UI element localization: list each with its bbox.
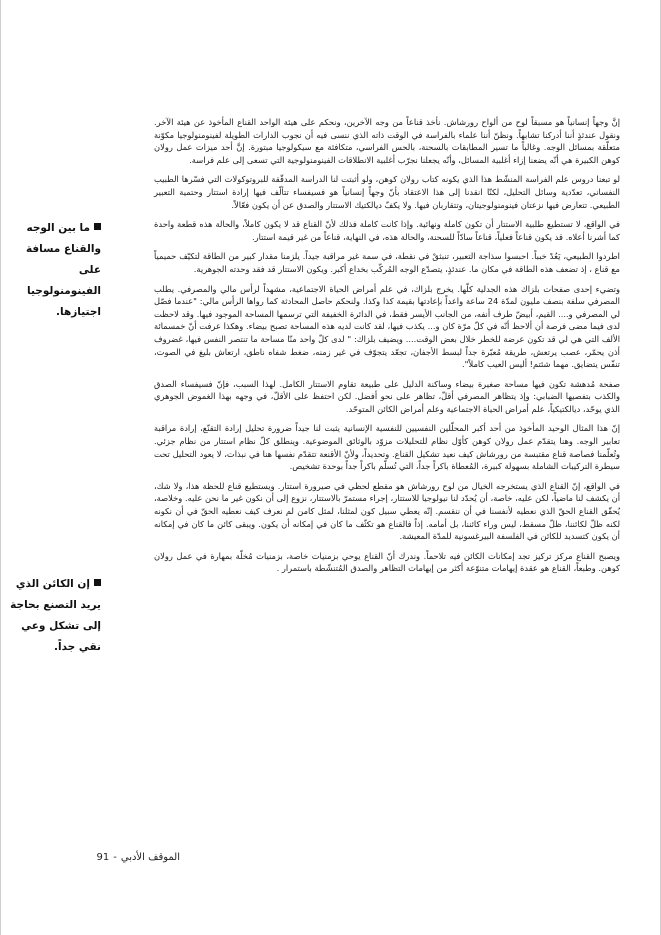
journal-name: الموقف الأدبي [120,852,180,863]
paragraph-4: اطردوا الطبيعي، يَعُدْ خبباً. احبسوا سذاجة التعبير، تنبثقْ في نقطة، في سمة غير مراقبة جيداً. يلزمنا مقدار كبير من الطاقة لتكيّف حميمياً مع قناع ، إذ تضعف هذه الطاقة في مكان ما. عندئذٍ، يتصدّع الوجه المُركّب بخداع أكبر. ويكون الاستتار قد فقد وحدته الجوهرية. [154,251,620,274]
pullquote-2 [9,574,101,658]
paragraph-5: وتضيء إحدى صفحات بلزاك هذه الجدلية كلّها. يخرج بلزاك، في علم أمراض الحياة الاجتماعية، مشهداً لرأس مالي والمصرفي. يطلب المصرفي سلفة بنصف مليون لمدّة 24 ساعة واعداً بإعادتها بقيمة كذا وكذا. ولنحكم حاصل المحادثة كما رواها الرأس مالي: "عندما فصّل لي المصرفي و.... القيم، أبيضّ طرف أنفه، من الجانب الأيسر فقط، في الدائرة الخفيفة التي ترسمها المساحة الموجود فيها. وقد لاحظت لدى فيما مضى فرصة أن ألاحظ أنّه في كلّ مرّة كان و... يكذب فيها، لقد كانت لديه هذه المساحة تصبح بيضاء. وهكذا عرفت أنّ خمسمائة الألف التي هي لي قد تكون عرضة للخطر خلال بعض الوقت.... ويضيف بلزاك: " لدى كلّ واحد منّا مساحة ما تنتصر النفس فيها، غضروف أذن يحمّر، عصب يرتعش، طريقة مُعبّرة جداً لبسط الأجفان، تجعّد يتجوّف في غير زمنه، ضغط شفاه ناطق، ارتعاش بليغ في الصوت، تنفّس يتضايق. مهما شئتم! أليس العيب كاملاً". [154,283,620,370]
page-number: 91 [96,852,110,863]
pullquote-1 [9,218,101,323]
paragraph-6: صفحة مُدهشة تكون فيها مساحة صغيرة بيضاء وساكنة الدليل على طبيعة تقاوم الاستتار الكامل. لهذا السبب، فإنّ فسيفساء الصدق والكذب بتفصيها الضبابي: وإذ يتظاهر المصرفي أقلّ، تظاهر على نحو أفضل. لكن احتفظ على الأقلّ، في وجهه بهذا الغموض الجوهري الذي يوحّد، ديالكتيكياً، علم أمراض الحياة الاجتماعية وعلم أمراض الكائن المتوحّد. [154,378,620,414]
page-footer [40,852,180,863]
square-bullet-icon [94,223,101,230]
square-bullet-icon [94,579,101,586]
pullquote-1-text: ما بين الوجه والقناع مسافة على الفينومنولوجيا اجتيازها. [25,222,101,318]
pullquote-2-text: إن الكائن الذي يريد التصنع بحاجة إلى تشكل وعي نقي جداً. [10,578,101,653]
paragraph-8: في الواقع، إنّ القناع الذي يستخرجه الخيال من لوح رورشاش هو مقطع لحظي في صيرورة استتار. ويستطيع قناع للحظة هذا، ولا شك، أن يكشف لنا ماضياً، لكن عليه، خاصة، أن يُحدّد لنا نيولوجيا للاستتار، إجراء مستمرّ بالاستتار، نزوع إلى أن نكون غير ما نحن عليه. وخلاصة، يُحقّق القناع الحقّ الذي نعطيه لأنفسنا في أن ننقسم. إنّه يعطي سبيل كون لمثلنا، لمثل كامن لم نعرف كيف نعطيه الحقّ في أن نكونه لكنه ظلّ لكائننا، ظلّ مسقط، ليس وراء كائننا، بل أمامه. إذاً فالقناع هو تكثّف ما كان في إمكانه أن يكون. ويبقى كائن ما كان في إمكانه أن يكون كتسديد للكائن في الفلسفة البيرغسونية للمدّة المعيشة. [154,480,620,542]
footer-separator: - [113,852,117,863]
paragraph-2: لو تبعنا دروس علم الفراسة المنشّط هذا الذي يكونه كتاب رولان كوهن، ولو أثبتت لنا الدراسة المدقّقة للبروتوكولات التي فسّرها الطبيب النفساني، تعدّدية وسائل التحليل، لكنّا انقدنا إلى هذا الاعتقاد بأنّ وجهاً إنسانياً هو فسيفساء تتألّف فيها إرادة استتار وحتمية التعبير الطبيعي. تتعارض فيها نزعتان فينومنولوجيتان، وتتقاربان فيها. ولا يكفّ ديالكتيك الاستتار والصدق عن أن يكون فعّالاً. [154,174,620,210]
paragraph-1: إنَّ وجهاً إنسانياً هو مسبقاً لوح من ألواح رورشاش. نأخذ قناعاً من وجه الآخرين، ونحكم على هيئة الواحد القناع المأخوذ عن هيئة الآخر. ونقول عندئذٍ أننا أدركنا تشابهاً. ونظنّ أننا علماء بالفراسة في الوقت ذاته الذي ننسى فيه أن نجوب الدارات الطويلة لفينومنولوجيا مكوّنة متعلّقة بمسائل الوجه. وغالباً ما تسير المطابقات بالسحنة، بالحس الفراسي، متكافئة مع سيكولوجيا مبتورة. إنَّ أحد ميزات عمل رولان كوهن الكبيرة هي أنّه يضعنا إزاء أغلبية المسائل، وأنّه يجعلنا نجرّب أغلبية الانطلاقات الفينومنولوجية التي تسعى إلى علم فراسة. [154,117,620,165]
paragraph-3: في الواقع، لا تستطيع طلبية الاستتار أن تكون كاملة ونهائية. وإذا كانت كاملة فذلك لأنّ القناع قد لا يكون كاملاً، والحالة هذه قطعة واحدة كما أشرنا أعلاه. قد يكون قناعاً فعلياً، قناعاً سادّاً للسحنة، والحالة هذه، في النهاية، قناعاً من غير قيمة استتار. [154,219,620,242]
paragraph-9: ويصبح القناع مركز تركيز تجد إمكانات الكائن فيه تلاحماً. وندرك أنّ القناع يوحي بزمنيات خاصة، بزمنيات مُخلّة بمهارة في عمل رولان كوهن. وطبعاً، القناع هو عقدة إيهامات متنوّعة أكثر من إيهامات التظاهر والصدق المُتنشّطة باستمرار . [154,550,620,574]
article-body [154,116,620,582]
paragraph-7: إنّ هذا المثال الوحيد المأخوذ من أحد أكبر المحلّلين النفسيين للنفسية الإنسانية يثبت لنا جيداً ضرورة تحليل إرادة التقنّع، إرادة مراقبة تعابير الوجه. وهنا يتقدّم عمل رولان كوهن كأوّل نظام للتحليلات مزوّد بالوثائق الموضوعية. وينطلق كلّ نظام استتار من نظام جزئي. وتُعلّمنا فصاصة قناع مقتبسة من رورشاش كيف نعيد تشكيل القناع. وتحديداً، ولأنّ الأقنعة تتقدّم نفسها هنا في نبذات، لا يعود التحليل تحت سيطرة التركيبات الشاملة بسهولة كبيرة، المُعطاة باكراً جداً، التي تُسلّم باكراً جداً بوحدة تشخيص. [154,423,620,472]
